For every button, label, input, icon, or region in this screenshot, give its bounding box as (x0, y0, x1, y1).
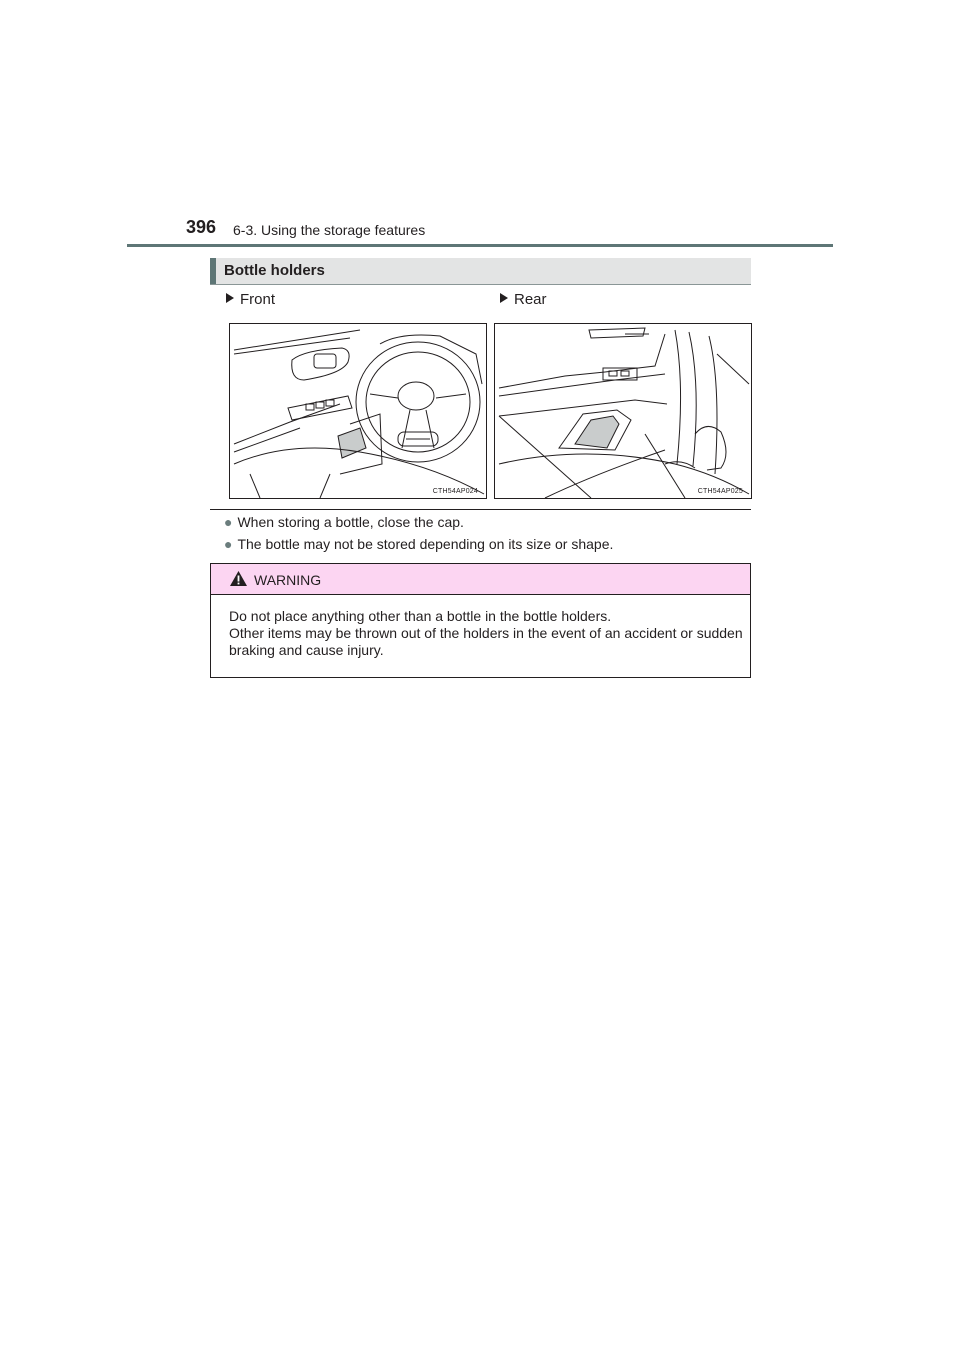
rear-figure-code: CTH54AP025 (697, 488, 743, 495)
front-label-text: Front (240, 291, 276, 308)
section-title: Bottle holders (224, 262, 325, 279)
warning-line: Other items may be thrown out of the holders in the event of an accident or sudden braking and cause injury. (229, 625, 743, 658)
header-rule (127, 244, 833, 247)
warning-box (210, 563, 751, 678)
triangle-bullet-icon (226, 293, 234, 303)
rear-illustration (494, 323, 752, 499)
warning-header (211, 564, 750, 595)
warning-line: Do not place anything other than a bottle in the bottle holders. (229, 608, 612, 624)
rear-view-label (500, 291, 547, 308)
note-text: The bottle may not be stored depending on its size or shape. (237, 536, 614, 552)
section-header (210, 258, 751, 285)
page-number: 396 (186, 217, 217, 237)
section-accent (210, 258, 216, 284)
front-figure-code: CTH54AP024 (432, 488, 478, 495)
bullet-dot-icon: ● (224, 536, 233, 552)
note-item (224, 536, 613, 552)
front-illustration (229, 323, 487, 499)
warning-label: WARNING (254, 572, 322, 588)
note-item (224, 514, 464, 530)
rear-label-text: Rear (514, 291, 547, 308)
note-text: When storing a bottle, close the cap. (237, 514, 464, 530)
warning-triangle-icon (229, 570, 248, 587)
notes-rule (210, 509, 751, 510)
warning-body (229, 608, 744, 659)
chapter-title: 6-3. Using the storage features (233, 222, 426, 238)
front-view-label (226, 291, 275, 308)
bullet-dot-icon: ● (224, 514, 233, 530)
triangle-bullet-icon (500, 293, 508, 303)
